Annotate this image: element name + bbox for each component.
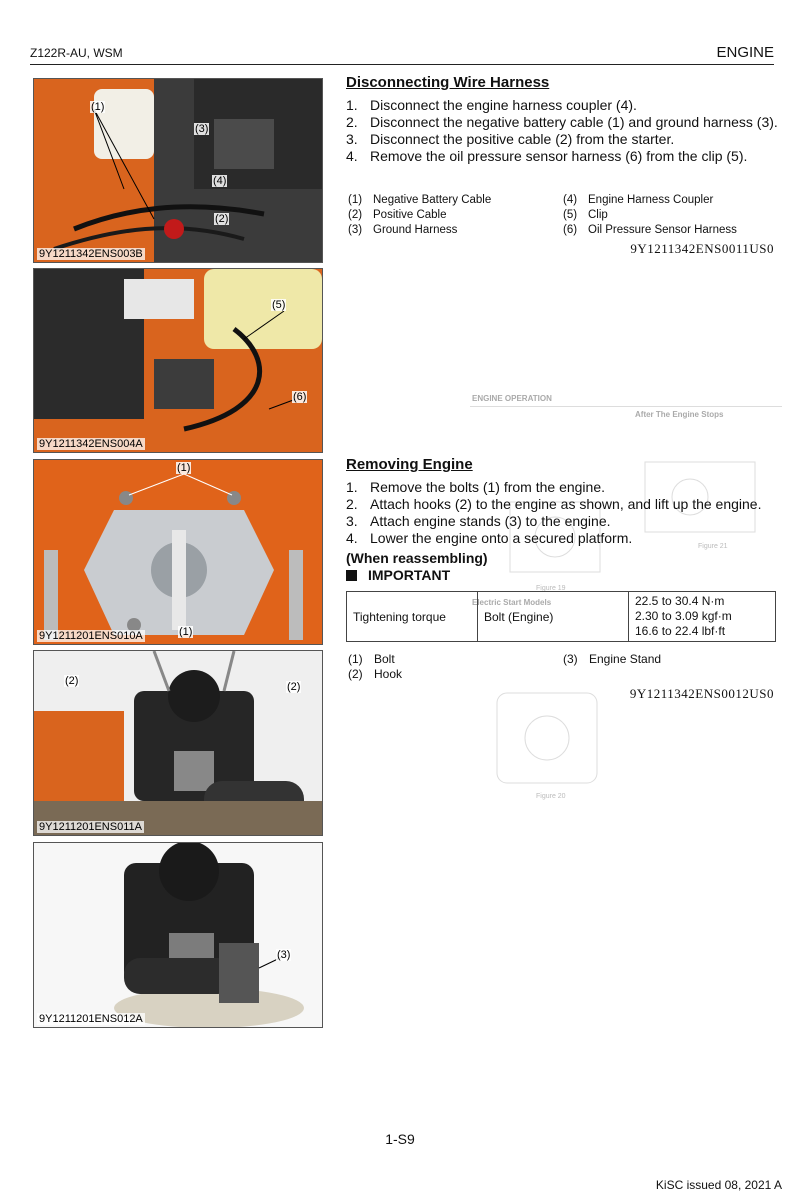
callout: (4) — [213, 175, 227, 187]
step-item — [346, 513, 778, 530]
step-text: Attach engine stands (3) to the engine. — [370, 513, 611, 529]
step-number: 1. — [346, 97, 358, 113]
torque-row-label: Tightening torque — [347, 592, 478, 642]
header-rule — [30, 64, 774, 65]
legend-item — [348, 667, 402, 682]
legend-num: (2) — [348, 209, 363, 221]
legend-num: (6) — [563, 224, 578, 236]
document-model: Z122R-AU, WSM — [30, 46, 123, 60]
photo-engine-stand-art — [34, 843, 322, 1027]
ghost-subheading: Electric Start Models — [472, 598, 552, 607]
torque-item: Bolt (Engine) — [478, 592, 629, 642]
torque-table — [346, 591, 776, 642]
legend-item — [348, 208, 491, 223]
photo-engine-bolts-art — [34, 460, 322, 644]
callout: (1) — [179, 626, 193, 638]
photo-oil-sensor-harness-art — [34, 269, 322, 452]
callout: (6) — [293, 391, 307, 403]
photo-oil-sensor-harness — [33, 268, 323, 453]
step-item — [346, 479, 778, 496]
callout: (2) — [287, 681, 301, 693]
torque-value: 16.6 to 22.4 lbf·ft — [635, 624, 726, 638]
legend-text: Engine Stand — [589, 652, 662, 666]
step-text: Disconnect the engine harness coupler (4). — [370, 97, 637, 113]
ghost-subheading: After The Engine Stops — [635, 410, 724, 419]
step-text: Remove the oil pressure sensor harness (6) from the clip (5). — [370, 148, 748, 164]
photo-wire-harness-art — [34, 79, 322, 262]
reference-code: 9Y1211342ENS0011US0 — [630, 241, 774, 256]
reassembling-note: (When reassembling) — [346, 550, 488, 566]
step-text: Attach hooks (2) to the engine as shown, and lift up the engine. — [370, 496, 762, 512]
photo-label: 9Y1211201ENS010A — [39, 630, 143, 642]
step-item — [346, 131, 778, 148]
legend-left — [348, 193, 491, 238]
step-number: 2. — [346, 496, 358, 512]
ghost-caption: Figure 19 — [536, 585, 566, 592]
legend-text: Bolt — [374, 652, 395, 666]
removing-steps — [346, 479, 778, 547]
legend-num: (5) — [563, 209, 578, 221]
step-number: 4. — [346, 530, 358, 546]
ghost-heading: ENGINE OPERATION — [472, 394, 552, 403]
important-label: IMPORTANT — [368, 567, 451, 583]
removing-legend-left — [348, 652, 402, 682]
legend-text: Positive Cable — [373, 209, 447, 221]
callout: (1) — [91, 101, 105, 113]
legend-item — [563, 208, 737, 223]
legend-num: (3) — [348, 224, 363, 236]
step-text: Remove the bolts (1) from the engine. — [370, 479, 606, 495]
legend-item — [348, 193, 491, 208]
section-heading-disconnecting: Disconnecting Wire Harness — [346, 74, 550, 91]
photo-engine-stand — [33, 842, 323, 1028]
legend-text: Hook — [374, 667, 403, 681]
ghost-rule — [470, 406, 782, 407]
callout: (1) — [177, 462, 191, 474]
legend-item — [348, 223, 491, 238]
legend-num: (2) — [348, 667, 363, 681]
legend-text: Ground Harness — [373, 224, 458, 236]
step-item — [346, 530, 778, 547]
reference-code: 9Y1211342ENS0012US0 — [629, 686, 774, 701]
ghost-caption: Figure 21 — [698, 543, 728, 550]
step-text: Disconnect the positive cable (2) from the starter. — [370, 131, 675, 147]
section-heading-removing: Removing Engine — [346, 456, 473, 473]
legend-item — [563, 193, 737, 208]
step-number: 3. — [346, 513, 358, 529]
step-number: 2. — [346, 114, 358, 130]
legend-text: Negative Battery Cable — [373, 194, 492, 206]
square-bullet-icon — [346, 570, 357, 581]
step-text: Disconnect the negative battery cable (1) and ground harness (3). — [370, 114, 778, 130]
removing-legend-right — [563, 652, 661, 667]
legend-text: Engine Harness Coupler — [588, 194, 714, 206]
photo-label: 9Y1211342ENS003B — [39, 248, 143, 260]
photo-engine-hooks — [33, 650, 323, 836]
callout: (3) — [277, 949, 291, 961]
ghost-caption: Figure 20 — [536, 793, 566, 800]
legend-item — [563, 652, 661, 667]
callout: (2) — [215, 213, 229, 225]
photo-label: 9Y1211201ENS012A — [39, 1013, 143, 1025]
page-number: 1-S9 — [385, 1131, 415, 1147]
step-text: Lower the engine onto a secured platform. — [370, 530, 633, 546]
legend-text: Clip — [588, 209, 608, 221]
step-item — [346, 114, 778, 131]
legend-text: Oil Pressure Sensor Harness — [588, 224, 737, 236]
step-item — [346, 97, 778, 114]
legend-num: (1) — [348, 652, 363, 666]
ghost-figure — [492, 688, 602, 788]
legend-num: (4) — [563, 194, 578, 206]
callout: (5) — [272, 299, 286, 311]
important-notice — [346, 567, 450, 583]
torque-values — [629, 592, 776, 642]
photo-wire-harness — [33, 78, 323, 263]
legend-right — [563, 193, 737, 238]
photo-label: 9Y1211201ENS011A — [39, 821, 142, 833]
callout: (2) — [65, 675, 79, 687]
photo-label: 9Y1211342ENS004A — [39, 438, 143, 450]
step-number: 3. — [346, 131, 358, 147]
step-number: 1. — [346, 479, 358, 495]
step-number: 4. — [346, 148, 358, 164]
legend-item — [563, 223, 737, 238]
legend-num: (3) — [563, 652, 578, 666]
disconnect-steps — [346, 97, 778, 165]
callout: (3) — [195, 123, 209, 135]
legend-item — [348, 652, 402, 667]
torque-value: 22.5 to 30.4 N·m — [635, 594, 725, 608]
torque-value: 2.30 to 3.09 kgf·m — [635, 609, 732, 623]
step-item — [346, 148, 778, 165]
step-item — [346, 496, 778, 513]
issue-date: KiSC issued 08, 2021 A — [655, 1178, 782, 1192]
photo-engine-bolts — [33, 459, 323, 645]
section-title: ENGINE — [716, 44, 774, 61]
legend-num: (1) — [348, 194, 363, 206]
